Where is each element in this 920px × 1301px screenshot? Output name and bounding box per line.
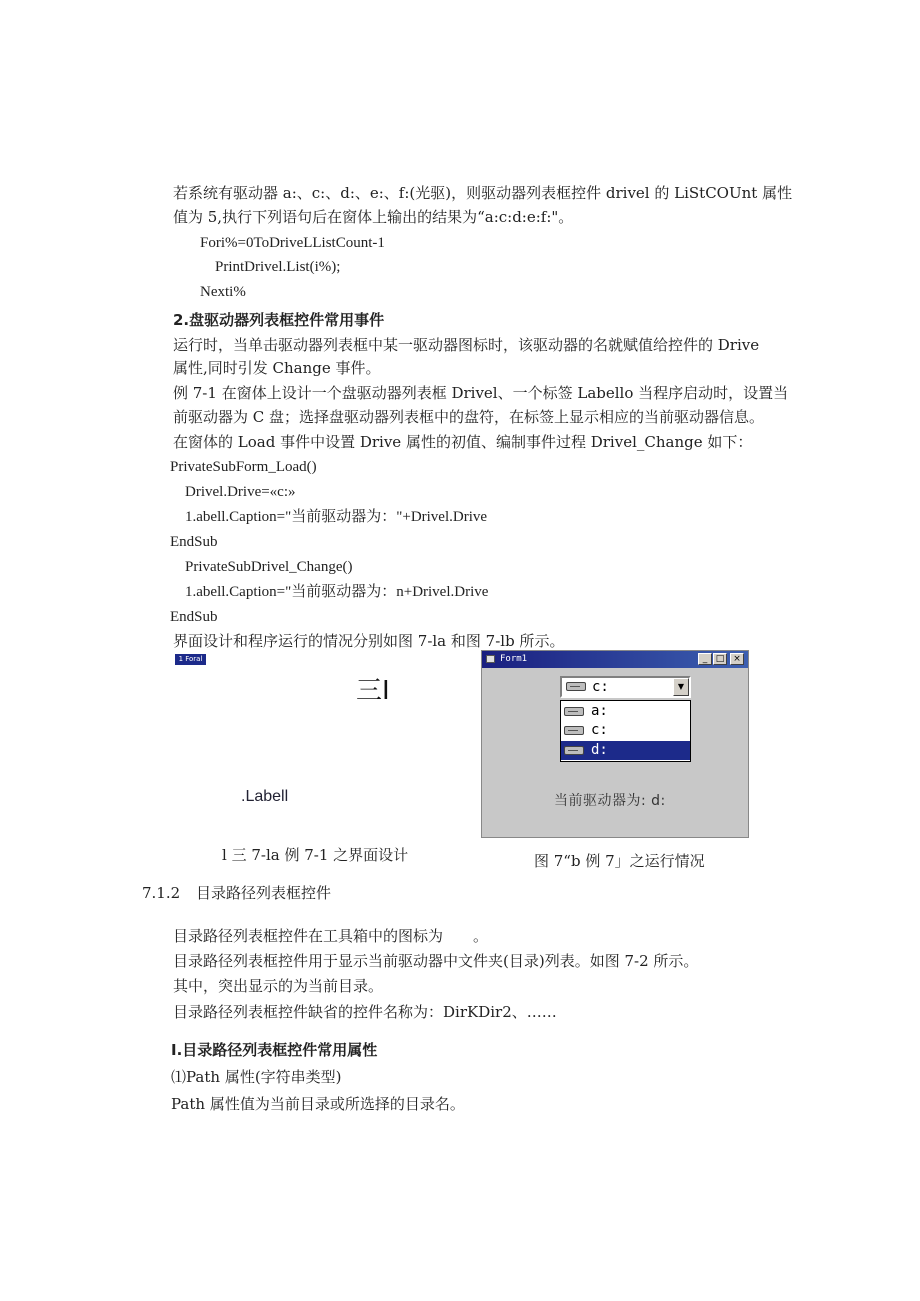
paragraph-load-event: 在窗体的 Load 事件中设置 Drive 属性的初值、编制事件过程 Drivel_Change 如下： (173, 433, 753, 451)
drive-item-c[interactable] (561, 721, 690, 740)
paragraph-path-value: Path 属性值为当前目录或所选择的目录名。 (171, 1095, 465, 1113)
chevron-down-icon[interactable]: ▼ (673, 678, 689, 696)
code-line: EndSub (170, 609, 218, 625)
paragraph-events-line1: 运行时，当单击驱动器列表框中某一驱动器图标时，该驱动器的名就赋值给控件的 Drive (173, 336, 760, 354)
drive-icon (566, 682, 586, 691)
figure-caption-b: 图 7“b 例 7」之运行情况 (534, 852, 705, 870)
close-button[interactable]: × (730, 653, 744, 665)
paragraph-example-line1: 例 7-1 在窗体上设计一个盘驱动器列表框 Drivel、一个标签 Labello 当程序启动时，设置当 (173, 384, 789, 402)
paragraph-current-dir: 其中，突出显示的为当前目录。 (173, 977, 384, 995)
drive-item-a[interactable] (561, 702, 690, 721)
section-heading-properties: I.目录路径列表框控件常用属性 (171, 1041, 378, 1059)
drive-combo[interactable] (560, 676, 691, 698)
figure-caption-a: l 三 7-la 例 7-1 之界面设计 (222, 846, 409, 864)
section-title: 目录路径列表框控件 (196, 884, 332, 902)
form-window (481, 650, 749, 838)
drive-icon (564, 726, 584, 735)
minimize-button[interactable]: _ (698, 653, 712, 665)
section-heading-events: 2.盘驱动器列表框控件常用事件 (173, 311, 385, 329)
code-line: 1.abell.Caption="当前驱动器为：n+Drivel.Drive (185, 584, 489, 600)
paragraph-figure-ref: 界面设计和程序运行的情况分别如图 7-la 和图 7-lb 所示。 (173, 632, 565, 650)
paragraph-dir-list-purpose: 目录路径列表框控件用于显示当前驱动器中文件夹(目录)列表。如图 7-2 所示。 (173, 952, 699, 970)
paragraph-events-line2: 属性,同时引发 Change 事件。 (173, 359, 381, 377)
code-line: EndSub (170, 534, 218, 550)
paragraph-path-property: ⑴Path 属性(字符串类型) (171, 1068, 342, 1086)
drive-item-d-selected[interactable] (561, 741, 690, 760)
maximize-button[interactable]: □ (713, 653, 727, 665)
section-number: 7.1.2 (142, 884, 181, 902)
drive-list-design-icon: 三I (356, 676, 390, 706)
code-line: PrivateSubForm_Load() (170, 459, 317, 475)
drive-item-label: a: (591, 703, 608, 719)
drive-combo-value: c: (592, 679, 609, 695)
drive-item-label: c: (591, 722, 608, 738)
paragraph-default-name: 目录路径列表框控件缺省的控件名称为：DirKDir2、…… (173, 1003, 557, 1021)
code-line: PrintDrivel.List(i%); (215, 259, 341, 275)
window-title: Form1 (500, 654, 528, 664)
window-titlebar[interactable] (482, 651, 748, 668)
drive-icon (564, 707, 584, 716)
code-line: Fori%=0ToDriveLListCount-1 (200, 235, 385, 251)
drive-dropdown-list[interactable] (560, 700, 691, 762)
design-form-title: 1 Foral (175, 654, 206, 665)
paragraph-drive-listcount-line2: 值为 5,执行下列语句后在窗体上输出的结果为“a:c:d:e:f:"。 (173, 208, 574, 226)
drive-icon (564, 746, 584, 755)
app-icon (486, 655, 495, 663)
drive-item-label: d: (591, 742, 608, 758)
label-design: .Labell (241, 788, 289, 805)
paragraph-example-line2: 前驱动器为 C 盘；选择盘驱动器列表框中的盘符，在标签上显示相应的当前驱动器信息。 (173, 408, 765, 426)
paragraph-toolbox-icon: 目录路径列表框控件在工具箱中的图标为 。 (173, 927, 489, 945)
code-line: PrivateSubDrivel_Change() (185, 559, 353, 575)
code-line: 1.abell.Caption="当前驱动器为："+Drivel.Drive (185, 509, 488, 525)
current-drive-label: 当前驱动器为: d: (554, 793, 666, 809)
code-line: Nexti% (200, 284, 246, 300)
code-line: Drivel.Drive=«c:» (185, 484, 296, 500)
paragraph-drive-listcount-line1: 若系统有驱动器 a:、c:、d:、e:、f:(光驱)，则驱动器列表框控件 drivel 的 LiStCOUnt 属性 (173, 184, 793, 202)
